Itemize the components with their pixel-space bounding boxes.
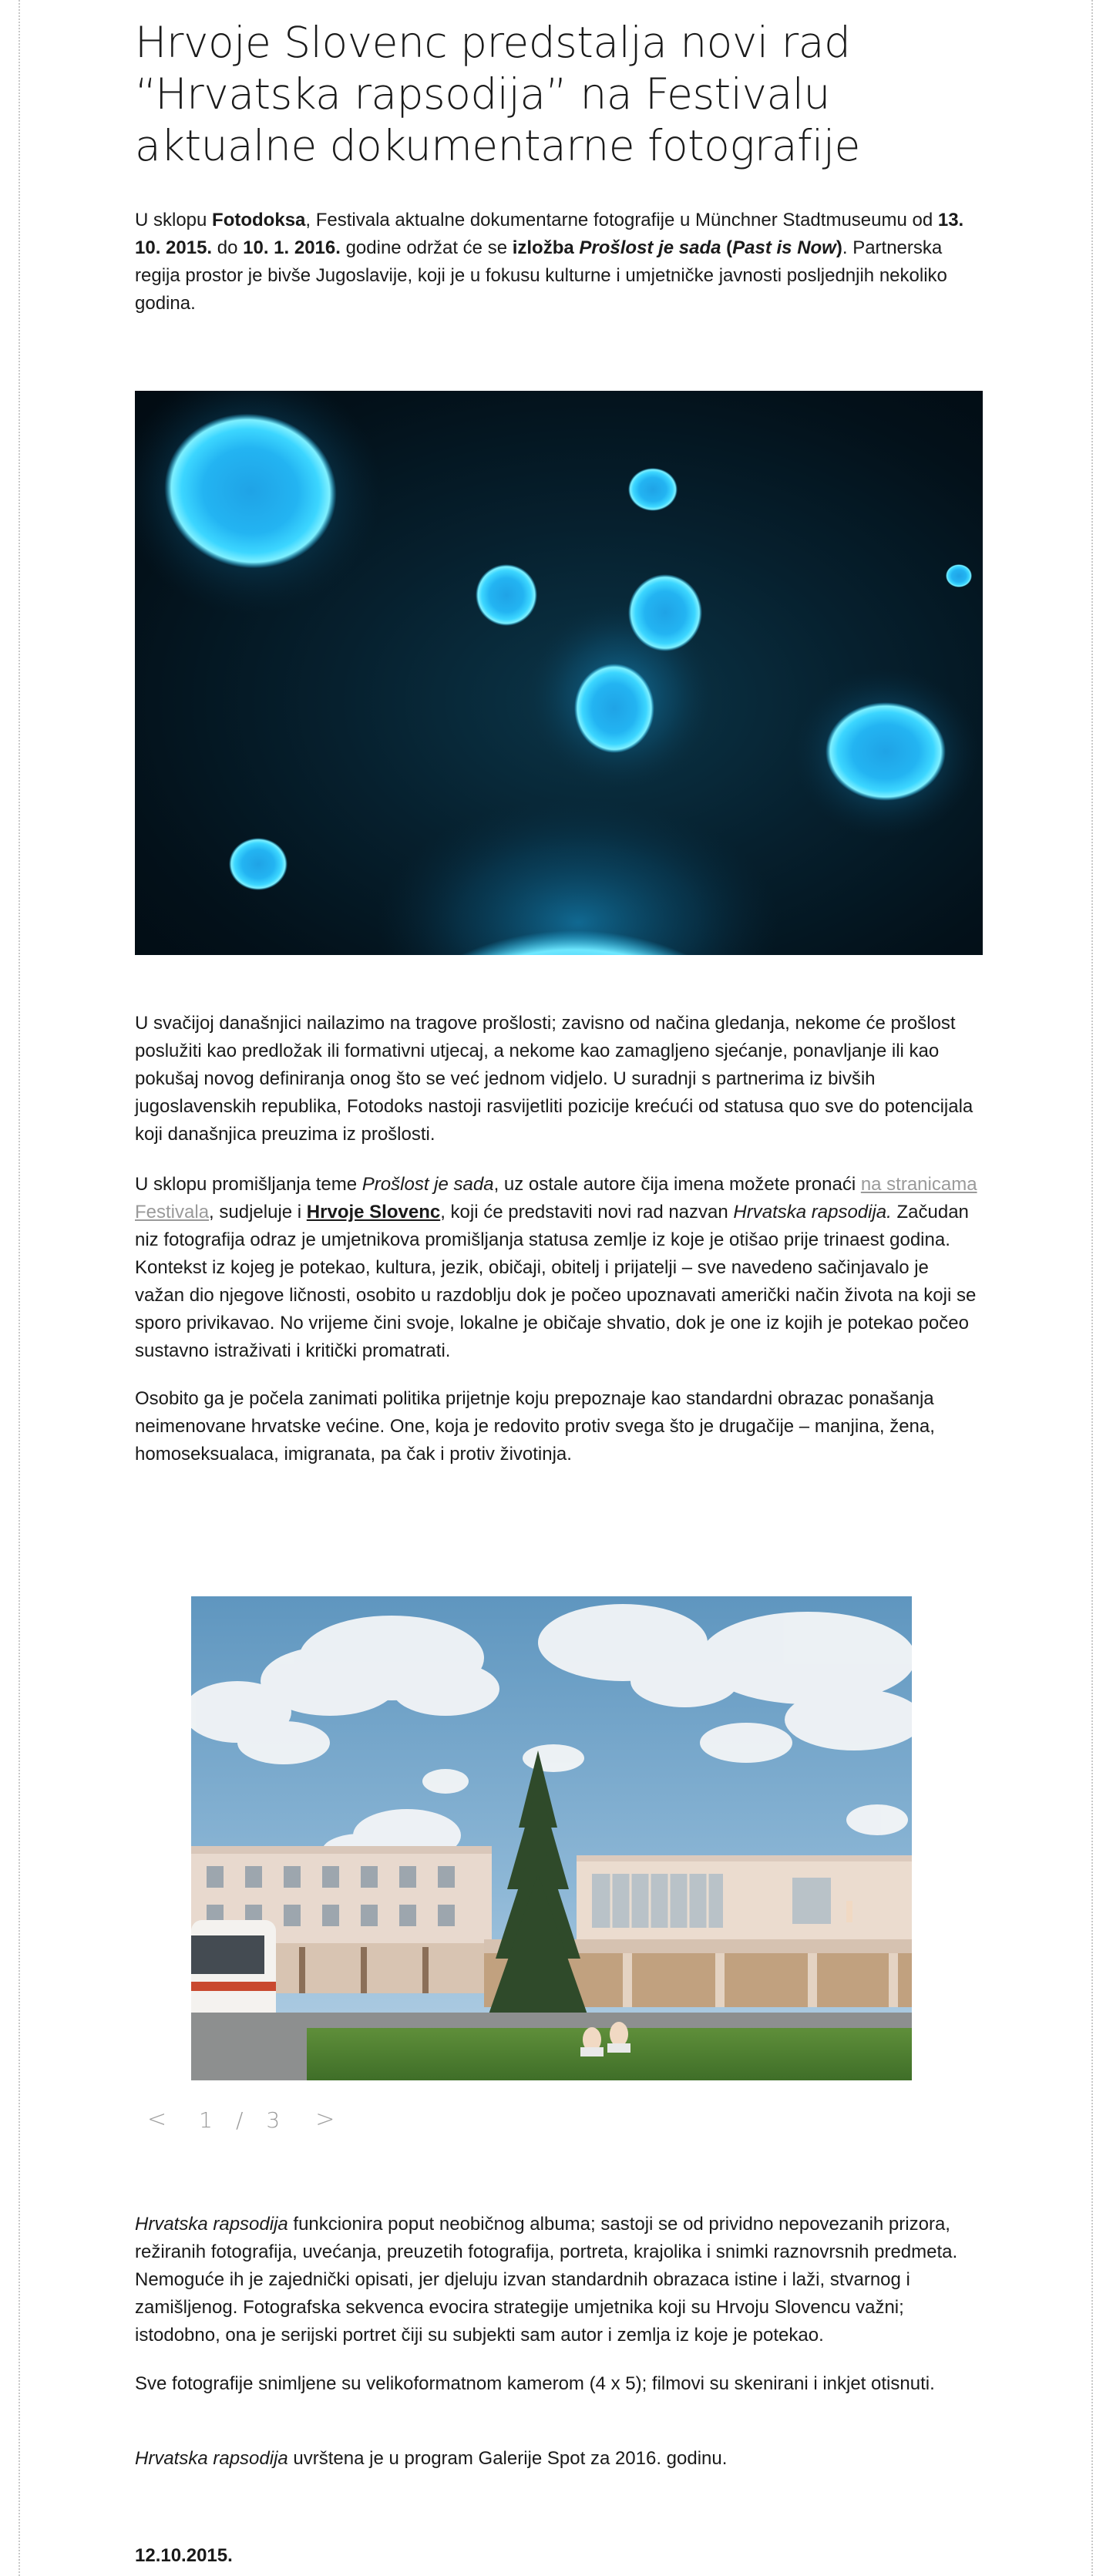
current-slide-number: 1 — [199, 2107, 213, 2133]
para2-exhibition-title: Prošlost je sada — [361, 1174, 494, 1195]
pager-separator: / — [235, 2107, 244, 2133]
intro-paren-close: ) — [836, 237, 842, 258]
para6-text: uvrštena je u program Galerije Spot za 2016. godinu. — [287, 2448, 728, 2469]
prev-slide-button[interactable]: < — [147, 2106, 167, 2133]
intro-festival-name: Fotodoksa — [212, 210, 306, 230]
intro-exhibition-title: Prošlost je sada — [579, 237, 721, 258]
slideshow-image[interactable] — [191, 1596, 912, 2080]
photo-glowing-cells — [135, 391, 983, 955]
para4-text: funkcionira poput neobičnog albuma; sastoji se od prividno nepovezanih prizora, režiranih fotografija, uvećanja, preuzetih fotografija, portreta, krajolika i snimki raznovrsnih predmeta. Nemoguće ih je zajednički opisati, jer djeluju izvan standardnih obrazaca istine i laži, stvarnog i zamišljenog. Fotografska sekvenca evocira strategije umjetnika koji su Hrvoju Slovencu važni; istodobno, ona je serijski portret čiji su subjekti sam autor i zemlja iz koje je potekao. — [135, 2214, 958, 2346]
total-slides-number: 3 — [266, 2107, 281, 2133]
slideshow-pager — [147, 2104, 335, 2135]
right-dotted-rule — [1091, 0, 1093, 2576]
publish-date: 12.10.2015. — [135, 2545, 233, 2566]
para2-text-1: U sklopu promišljanja teme — [135, 1174, 362, 1195]
intro-paragraph — [135, 207, 983, 318]
festival-pages-link[interactable]: na stranicama Festivala — [135, 1174, 977, 1222]
intro-end-date: 10. 1. 2016. — [243, 237, 341, 258]
intro-paren-open: ( — [721, 237, 733, 258]
intro-exhibition-label: izložba — [512, 237, 580, 258]
intro-text-3: do — [212, 237, 244, 258]
paragraph-4 — [135, 2211, 983, 2349]
paragraph-3: Osobito ga je počela zanimati politika prijetnje koju prepoznaje kao standardni obrazac ponašanja neimenovane hrvatske većine. One, koja je redovito protiv svega što je drugačije – manjina, žena, homoseksualaca, imigranata, pa čak i protiv životinja. — [135, 1388, 935, 1465]
para4-work-title: Hrvatska rapsodija — [135, 2214, 288, 2235]
paragraph-5: Sve fotografije snimljene su velikoformatnom kamerom (4 x 5); filmovi su skenirani i inkjet otisnuti. — [135, 2373, 935, 2394]
para2-text-4: , koji će predstaviti novi rad nazvan — [440, 1202, 734, 1222]
intro-text-2: , Festivala aktualne dokumentarne fotografije u Münchner Stadtmuseumu od — [305, 210, 938, 230]
para2-text-3: , sudjeluje i — [209, 1202, 307, 1222]
next-slide-button[interactable]: > — [315, 2106, 335, 2133]
intro-text-4: godine održat će se — [340, 237, 513, 258]
para2-text-5: Začudan niz fotografija odraz je umjetnikova promišljanja statusa zemlje iz koje je otišao prije trinaest godina. Kontekst iz kojeg je potekao, kultura, jezik, običaji, obitelj i prijatelji – sve navedeno sačinjavalo je važan dio njegove ličnosti, osobito u razdoblju dok je počeo upoznavati američki način života na koji se sporo privikavao. No vrijeme čini svoje, lokalne je običaje shvatio, dok je one iz kojih je potekao počeo sustavno istraživati i kritički promatrati. — [135, 1202, 977, 1361]
artist-name-link[interactable]: Hrvoje Slovenc — [306, 1202, 441, 1222]
para2-work-title: Hrvatska rapsodija. — [733, 1202, 892, 1222]
paragraph-2 — [135, 1171, 983, 1365]
intro-start-date: 13. 10. 2015. — [135, 210, 964, 258]
paragraph-6 — [135, 2445, 983, 2473]
paragraph-1: U svačijoj današnjici nailazimo na tragove prošlosti; zavisno od načina gledanja, nekome će prošlost poslužiti kao predložak ili formativni utjecaj, a nekome kao zamagljeno sjećanje, ponavljanje ili kao pokušaj novog definiranja onog što se već jednom vidjelo. U suradnji s partnerima iz bivših jugoslavenskih republika, Fotodoks nastoji rasvijetliti pozicije krećući od statusa quo sve do potencijala koji današnjica preuzima iz prošlosti. — [135, 1013, 973, 1145]
intro-text-5: . Partnerska regija prostor je bivše Jugoslavije, koji je u fokusu kulturne i umjetničke javnosti posljednjih nekoliko godina. — [135, 237, 947, 314]
left-dotted-rule — [18, 0, 20, 2576]
para2-text-2: , uz ostale autore čija imena možete pronaći — [493, 1174, 861, 1195]
para6-work-title: Hrvatska rapsodija — [135, 2448, 288, 2469]
intro-exhibition-title-en: Past is Now — [732, 237, 836, 258]
article-title: Hrvoje Slovenc predstalja novi rad “Hrvatska rapsodija” na Festivalu aktualne dokumentarne fotografije — [135, 18, 860, 170]
intro-text-1: U sklopu — [135, 210, 213, 230]
